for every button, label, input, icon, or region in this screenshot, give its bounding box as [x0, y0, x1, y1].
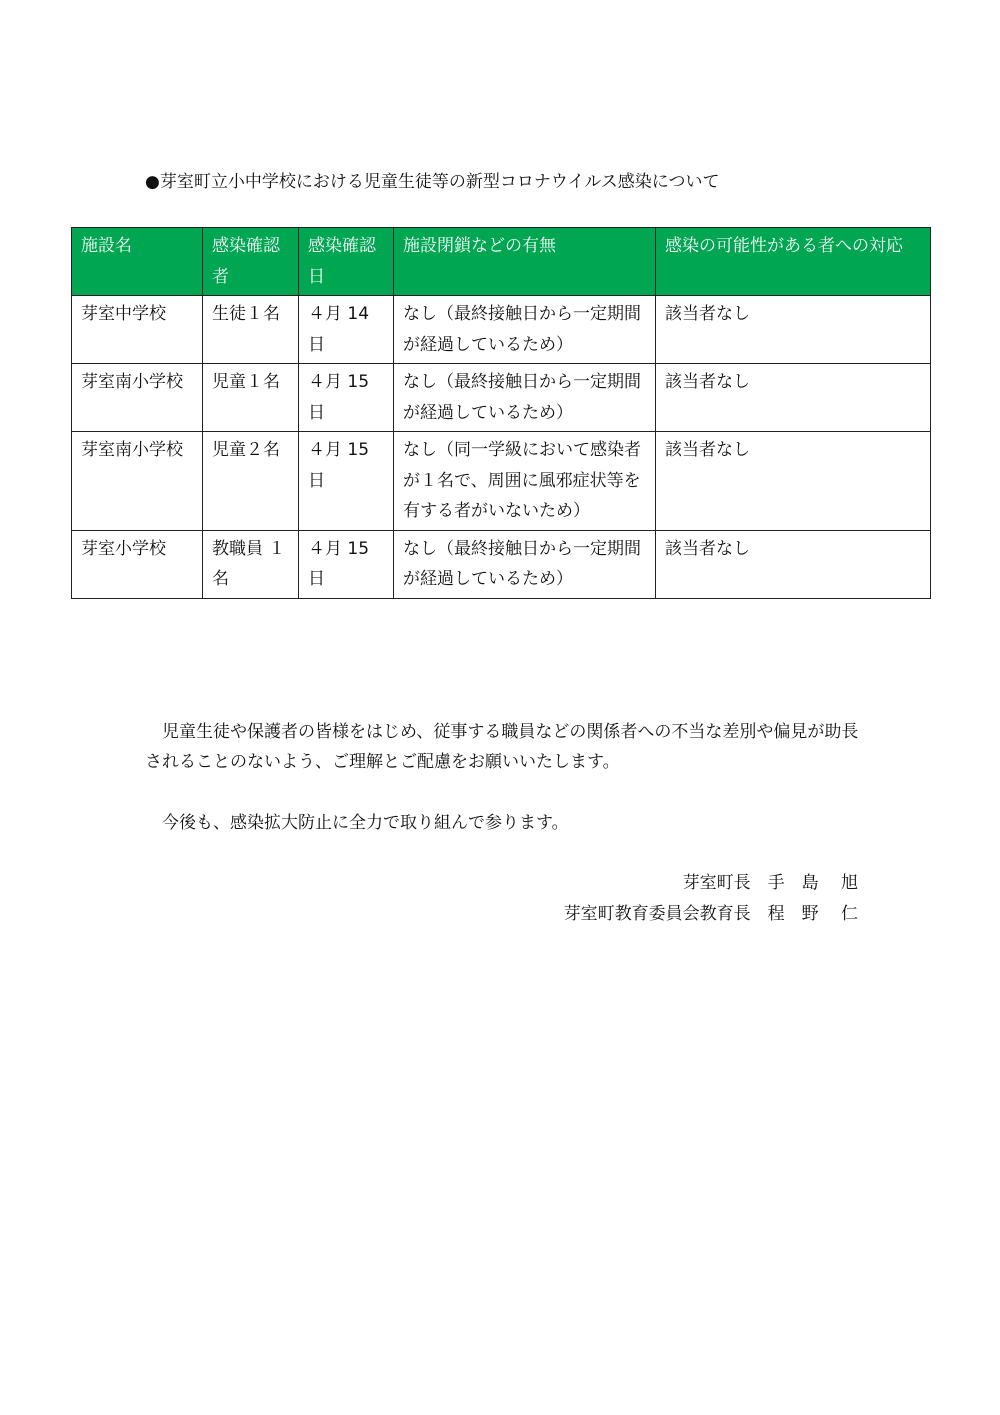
- cell-closure: なし（最終接触日から一定期間が経過しているため）: [394, 364, 656, 432]
- cell-closure: なし（最終接触日から一定期間が経過しているため）: [394, 530, 656, 598]
- infection-cases-table: [71, 227, 931, 599]
- header-response: 感染の可能性がある者への対応: [656, 228, 931, 296]
- cell-response: 該当者なし: [656, 296, 931, 364]
- cell-confirmed-person: 教職員 １名: [203, 530, 299, 598]
- table-row: [72, 530, 931, 598]
- cell-confirmed-person: 生徒１名: [203, 296, 299, 364]
- cell-closure: なし（同一学級において感染者が１名で、周囲に風邪症状等を有する者がいないため）: [394, 432, 656, 531]
- header-confirmed-date: 感染確認日: [299, 228, 394, 296]
- request-paragraph: 児童生徒や保護者の皆様をはじめ、従事する職員などの関係者への不当な差別や偏見が助長されることのないよう、ご理解とご配慮をお願いいたします。: [145, 722, 859, 772]
- cell-response: 該当者なし: [656, 432, 931, 531]
- document-heading: ●芽室町立小中学校における児童生徒等の新型コロナウイルス感染について: [145, 172, 720, 192]
- cell-response: 該当者なし: [656, 364, 931, 432]
- table-header-row: [72, 228, 931, 296]
- header-closure: 施設閉鎖などの有無: [394, 228, 656, 296]
- mayor-signature: 芽室町長 手 島 旭: [682, 873, 858, 893]
- table-row: [72, 364, 931, 432]
- table-row: [72, 432, 931, 531]
- header-facility: 施設名: [72, 228, 203, 296]
- cell-confirmed-date: ４月 15 日: [299, 364, 394, 432]
- cell-response: 該当者なし: [656, 530, 931, 598]
- cell-facility: 芽室南小学校: [72, 432, 203, 531]
- header-confirmed-person: 感染確認者: [203, 228, 299, 296]
- cell-closure: なし（最終接触日から一定期間が経過しているため）: [394, 296, 656, 364]
- cell-confirmed-date: ４月 15 日: [299, 432, 394, 531]
- cell-confirmed-date: ４月 14 日: [299, 296, 394, 364]
- cell-facility: 芽室南小学校: [72, 364, 203, 432]
- cell-confirmed-date: ４月 15 日: [299, 530, 394, 598]
- cell-confirmed-person: 児童１名: [203, 364, 299, 432]
- cell-facility: 芽室小学校: [72, 530, 203, 598]
- superintendent-signature: 芽室町教育委員会教育長 程 野 仁: [563, 904, 858, 924]
- cell-confirmed-person: 児童２名: [203, 432, 299, 531]
- cell-facility: 芽室中学校: [72, 296, 203, 364]
- commitment-paragraph: 今後も、感染拡大防止に全力で取り組んで参ります。: [162, 813, 569, 833]
- table-row: [72, 296, 931, 364]
